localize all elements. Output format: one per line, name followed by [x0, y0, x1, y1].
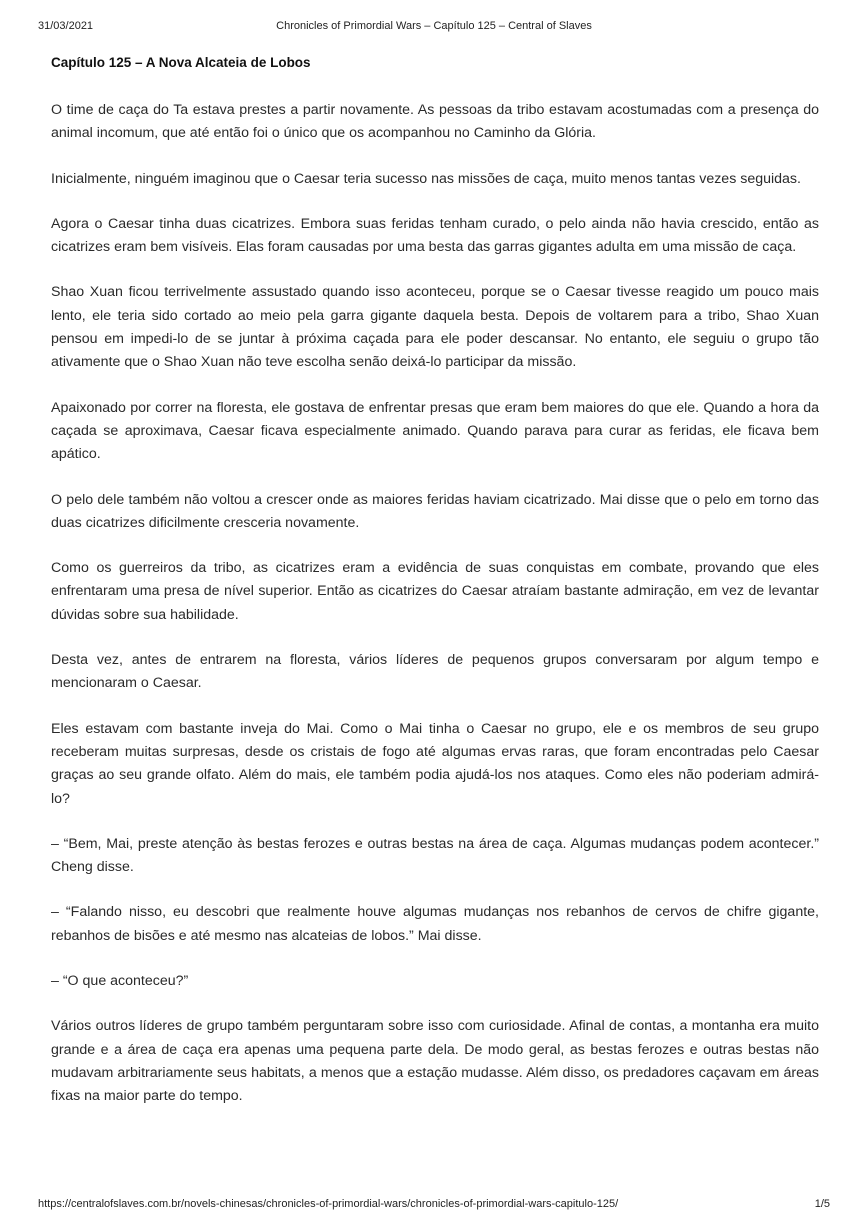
- paragraph: Shao Xuan ficou terrivelmente assustado quando isso aconteceu, porque se o Caesar tivesse reagido um pouco mais lento, ele teria sido cortado ao meio pela garra gigante daquela besta. Depois de voltarem para a tribo, Shao Xuan pensou em impedi-lo de se juntar à próxima caçada para ele poder descansar. No entanto, ele seguiu o grupo tão ativamente que o Shao Xuan não teve escolha senão deixá-lo participar da missão.: [51, 284, 819, 371]
- paragraph: Vários outros líderes de grupo também perguntaram sobre isso com curiosidade. Afinal de contas, a montanha era muito grande e a área de caça era apenas uma pequena parte dela. De modo geral, as bestas ferozes e outras bestas não mudavam arbitrariamente seus habitats, a menos que a estação mudasse. Além disso, os predadores caçavam em áreas fixas na maior parte do tempo.: [51, 1018, 819, 1105]
- paragraph: O pelo dele também não voltou a crescer onde as maiores feridas haviam cicatrizado. Mai disse que o pelo em torno das duas cicatrizes dificilmente cresceria novamente.: [51, 491, 819, 531]
- article-body: [51, 53, 819, 1131]
- paragraph: Inicialmente, ninguém imaginou que o Caesar teria sucesso nas missões de caça, muito menos tantas vezes seguidas.: [51, 170, 801, 187]
- page-number: 1/5: [814, 1198, 830, 1210]
- paragraph: – “Falando nisso, eu descobri que realmente houve algumas mudanças nos rebanhos de cervos de chifre gigante, rebanhos de bisões e até mesmo nas alcateias de lobos.” Mai disse.: [51, 904, 819, 944]
- paragraph: Apaixonado por correr na floresta, ele gostava de enfrentar presas que eram bem maiores do que ele. Quando a hora da caçada se aproximava, Caesar ficava especialmente animado. Quando parava para curar as feridas, ele ficava bem apático.: [51, 399, 819, 463]
- paragraph: Agora o Caesar tinha duas cicatrizes. Embora suas feridas tenham curado, o pelo ainda não havia crescido, então as cicatrizes eram bem visíveis. Elas foram causadas por uma besta das garras gigantes adulta em uma missão de caça.: [51, 215, 819, 256]
- chapter-title: Capítulo 125 – A Nova Alcateia de Lobos: [51, 55, 311, 70]
- print-page-title: Chronicles of Primordial Wars – Capítulo 125 – Central of Slaves: [276, 20, 592, 32]
- paragraph: O time de caça do Ta estava prestes a partir novamente. As pessoas da tribo estavam acostumadas com a presença do animal incomum, que até então foi o único que os acompanhou no Caminho da Glória.: [51, 102, 819, 142]
- paragraph: Como os guerreiros da tribo, as cicatrizes eram a evidência de suas conquistas em combate, provando que eles enfrentaram uma presa de nível superior. Então as cicatrizes do Caesar atraíam bastante admiração, em vez de levantar dúvidas sobre sua habilidade.: [51, 560, 819, 623]
- print-header: [38, 20, 830, 36]
- print-footer: [38, 1198, 830, 1214]
- paragraph: – “O que aconteceu?”: [51, 973, 189, 990]
- paragraph: – “Bem, Mai, preste atenção às bestas ferozes e outras bestas na área de caça. Algumas mudanças podem acontecer.” Cheng disse.: [51, 835, 819, 876]
- page-url: https://centralofslaves.com.br/novels-chinesas/chronicles-of-primordial-wars/chronicles-of-primordial-wars-capitulo-125/: [38, 1198, 619, 1210]
- print-date: 31/03/2021: [38, 20, 94, 32]
- paragraph: Eles estavam com bastante inveja do Mai. Como o Mai tinha o Caesar no grupo, ele e os membros de seu grupo receberam muitas surpresas, desde os cristais de fogo até algumas ervas raras, que foram encontradas pelo Caesar graças ao seu grande olfato. Além do mais, ele também podia ajudá-los nos ataques. Como eles não poderiam admirá-lo?: [51, 720, 819, 807]
- paragraph: Desta vez, antes de entrarem na floresta, vários líderes de pequenos grupos conversaram por algum tempo e mencionaram o Caesar.: [51, 652, 819, 692]
